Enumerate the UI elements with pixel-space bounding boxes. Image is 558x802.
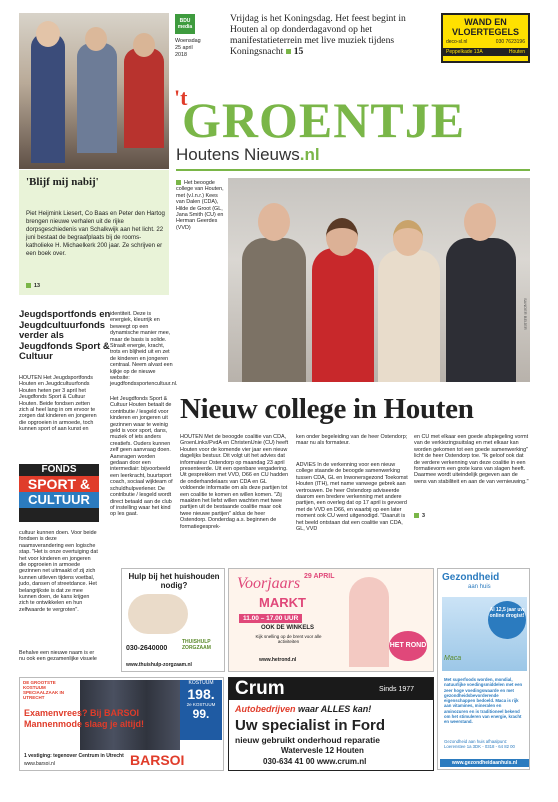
photo-credit: SANDER BEIJER [523, 298, 528, 330]
health-sub: aan huis [468, 584, 491, 590]
top-ad-address: Peppelkade 13A [446, 49, 483, 55]
health-bubble: Al 12,5 jaar uw online drogist! [488, 601, 526, 639]
ad-thuishulp[interactable] [121, 568, 225, 672]
costume-top: DE GROOTSTE KOSTUUM SPECIAALZAAK IN UTRECHT [23, 680, 65, 700]
top-photo [19, 13, 169, 169]
top-ad-site: deco-sl.nl [446, 39, 468, 45]
crum-contact: 030-634 41 00 www.crum.nl [263, 757, 367, 766]
top-story-quote: 'Blijf mij nabij' [26, 176, 99, 188]
caption-text: Het beoogde college van Houten, met (v.l.n.r.) Kees van Dalen (CDA), Hilde de Groot (GL, Jana Smith (CU) en Herman Geerdes (VVD) [176, 180, 224, 231]
article-col2b: ADVIES In de verkenning voor een nieuw college staande de beoogde samenwerking tussen CDA, GL en Inwonersgezond Toekomst Houten (ITH), met name vanwege gebrek aan vertrouwen. De heer Ostendorp adviseerde daarom een bredere verkenning met andere partijen, een overleg dat op 17 april is gevoerd met de VVD en D66, en waarbij op een later moment ook CU werd uitgenodigd. "Daaruit is het beeld ontstaan dat een coalitie van CDA, GL, VVD [296, 462, 408, 533]
fonds-col1: HOUTEN Het Jeugdsportfonds Houten en Jeugdcultuurfonds Houten heten per 3 april het Jeugdfonds Sport & Cultuur Houten. Beide fondsen zetten zich al heel lang in om ervoor te zorgen dat kinderen en jongeren die opgroeien in armoede, toch kunnen sport of aan kunst en [19, 375, 97, 433]
top-story-page-number: 13 [34, 283, 40, 289]
top-ad-line2: VLOERTEGELS [451, 27, 519, 37]
fonds-logo-line3: CULTUUR [19, 492, 99, 508]
fonds-logo-line2: SPORT & [19, 476, 99, 492]
masthead-rule [176, 169, 530, 171]
article-col1: HOUTEN Met de beoogde coalitie van CDA, GroenLinks/PvdA en ChristenUnie (CU) heeft Houten voor de komende vier jaar een nieuw dagelijks bestuur. Dit volgt uit het advies dat informateur Ostendorp op maandag 23 april presenteerde. Uit een openbare vergadering. Uit gesprekken met VVD, D66 en CU hadden de onderhandelaars van CDA en GL voldoende informatie om als deze partijen tot een coalitie te komen en willen komen. "Zij maakten het liefst willen wachten met twee partijen uit de bestaande coalitie maar ook twee nieuwe partijen" aldus de heer Ostendorp. Donderdag a.s. beginnen de formatiegesprek- [180, 434, 289, 530]
crum-line: nieuw gebruikt onderhoud reparatie [235, 735, 380, 745]
costume-price1: 198. [187, 686, 215, 702]
ad-gezondheid[interactable] [437, 568, 530, 770]
health-brand: Maca [444, 655, 462, 662]
bullet-icon [26, 283, 31, 288]
masthead-subtitle [176, 145, 320, 165]
issue-day: Woensdag [175, 38, 201, 44]
article-page[interactable] [414, 513, 425, 519]
top-story-page[interactable] [26, 283, 40, 289]
costume-foot: 1 vestiging: tegenover Centrum in Utrecht [24, 753, 124, 759]
article-col2: ken onder begeleiding van de heer Ostendorp; maar nu als formateur. [296, 434, 408, 447]
costume-head: Examenvrees? Bij BARSOI Mannenmode slaag je altijd! [24, 708, 145, 729]
health-body: Met superfoods worden, mondial, natuurlijke voedingsmiddelen met een zeer hoge voedingswaarde en met gezondheidsbevorderende eigenschappen bedoeld. Maca is rijk aan vitamines, mineralen en aminozuren en is traditioneel bekend om het stimuleren van energie, kracht en weerstand. [444, 677, 523, 725]
crum-since: Sinds 1977 [379, 686, 415, 693]
health-title: Gezondheid [442, 572, 500, 583]
subtitle-suffix: .nl [299, 145, 320, 164]
top-story-text: Piet Heijmink Liesert, Co Baas en Peter den Hartog brengen nieuwe verhalen uit de rijke dorpsgeschiedenis van Schalkwijk aan het licht. 22 juni bestaat de begraafplaats bij de rooms-katholieke H. Michaelkerk 200 jaar. Ze schrijven er een boek over. [26, 210, 165, 257]
health-foot: Gezondheid aan huis afhaalpunt: Loerenstee 1a 3DK - 0318 - 64 82 00 [444, 739, 515, 750]
market-sub: OOK DE WINKELS [261, 625, 315, 631]
article-headline: Nieuw college in Houten [180, 393, 474, 425]
photo-caption [176, 180, 226, 231]
top-ad-phone: 030 7623196 [495, 39, 525, 45]
market-title2: MARKT [259, 595, 306, 610]
bullet-icon [286, 49, 291, 54]
bullet-icon [176, 180, 181, 185]
article-page-number: 3 [422, 513, 425, 519]
top-ad[interactable] [441, 13, 530, 63]
health-site: www.gezondheidaanhuis.nl [440, 759, 529, 767]
thuishulp-phone: 030-2640000 [126, 645, 168, 652]
market-note: Kijk snelling op de brent voor alle activiteiten [255, 634, 322, 644]
issue-date: 25 april [175, 45, 193, 51]
costume-price2: 99. [192, 707, 210, 721]
article-col3: en CU met elkaar een goede afspiegeling vormt van de verkiezingsuitslag en met elkaar kan worden gekomen tot een goede samenwerking" licht de heer Ostendorp toe. "Ik geloof ook dat de verdere verkenning van deze coalitie in een formatievorm een grote kans van slagen heeft. Daarmee wordt uiteindelijk gegeven aan de wens van stabiliteit en aan de van vernieuwing." [414, 434, 529, 485]
crum-tag2: waar ALLES kan! [298, 704, 372, 714]
costume-label2: 2e KOSTUUM [186, 702, 216, 707]
costume-site: www.barsoi.nl [24, 761, 55, 767]
market-brand: HET ROND [389, 631, 427, 661]
costume-price-box [180, 680, 222, 740]
masthead-teaser[interactable] [230, 13, 435, 57]
thuishulp-title: Hulp bij het huishouden nodig? [128, 572, 220, 590]
bdu-badge: BDU media [175, 14, 195, 34]
issue-year: 2018 [175, 52, 187, 58]
subtitle-text: Houtens Nieuws [176, 145, 300, 164]
fonds-col2: identiteit. Deze is energiek, kleurrijk en beweegt op een dynamische manier mee, maar de basis is solide. Straalt energie, kracht, trots en blijheid uit en zet de kinderen en jongeren centraal. Neem alvast een kijkje op de nieuwe website: jeugdfondssportencultuur.nl. [110, 311, 178, 388]
masthead-title-text: GROENTJE [182, 92, 466, 148]
crum-tagline [235, 704, 371, 714]
crum-tag1: Autobedrijven [235, 704, 296, 714]
main-photo [228, 178, 530, 382]
fonds-headline: Jeugdsportfonds en Jeugdcultuurfonds verder als Jeugdfonds Sport & Cultuur [19, 309, 111, 362]
ad-crum[interactable] [228, 677, 434, 771]
fonds-col2b: Het Jeugdfonds Sport & Cultuur Houten betaalt de contributie / lesgeld voor kinderen en jongeren uit gezinnen waar te weinig geld is voor sport, dans, muziek of iets anders creatiefs. Ouders kunnen zelf geen aanvraag doen. Aanvragen worden gedaan door een intermediair: bijvoorbeeld een leerkracht, buurtsport coach, sociaal wijkteam of schuldhulpverlener. De contributie / lesgeld wordt direct betaald aan de club of instelling waar het kind op les gaat. [110, 396, 173, 518]
costume-label: KOSTUUM [188, 680, 214, 686]
masthead-title [170, 85, 530, 148]
fonds-col1c: Behalve een nieuwe naam is er nu ook een gezamenlijke visuele [19, 650, 97, 663]
market-title: Voorjaars [237, 575, 301, 592]
costume-brand: BARSOI [130, 752, 185, 768]
fonds-logo [19, 464, 99, 522]
teaser-text: Vrijdag is het Koningsdag. Het feest begint in Houten al op donderdagavond op het manifestatieterrein met live muziek tijdens Koningsnacht [230, 13, 406, 57]
thuishulp-brand: THUISHULP ZORGZAAM [182, 639, 211, 651]
top-ad-line1: WAND EN [464, 17, 507, 27]
fonds-logo-line1: FONDS [41, 464, 77, 475]
crum-addr: Watervesle 12 Houten [281, 746, 364, 755]
fonds-col1b: cultuur kunnen doen. Voor beide fondsen is deze naamsverandering een logische stap. "Het is onze overtuiging dat het voor kinderen en jongeren die opgroeien in armoede gezinnen net uitmaakt of zij zich kunnen uitleven tijdens voetbal, judo, dansen of streetdance. Het belangrijkste is dat ze mee kunnen doen, de kans krijgen zich te ontwikkelen en hun zelfwaarde te vergroten". [19, 530, 98, 613]
ad-barsoi[interactable] [19, 677, 224, 771]
masthead-prefix: 't [174, 85, 188, 110]
crum-brand: Crum [235, 678, 285, 699]
market-date: 29 APRIL [304, 573, 335, 580]
market-site: www.hetrond.nl [259, 657, 297, 663]
ad-voorjaarsmarkt[interactable] [228, 568, 434, 672]
top-ad-city: Houten [508, 49, 525, 55]
crum-big: Uw specialist in Ford [235, 717, 386, 734]
market-hours: 11.00 – 17.00 UUR [239, 614, 302, 623]
teaser-page: 15 [293, 46, 304, 57]
bullet-icon [414, 513, 419, 518]
thuishulp-site: www.thuishulp-zorgzaam.nl [126, 662, 192, 668]
